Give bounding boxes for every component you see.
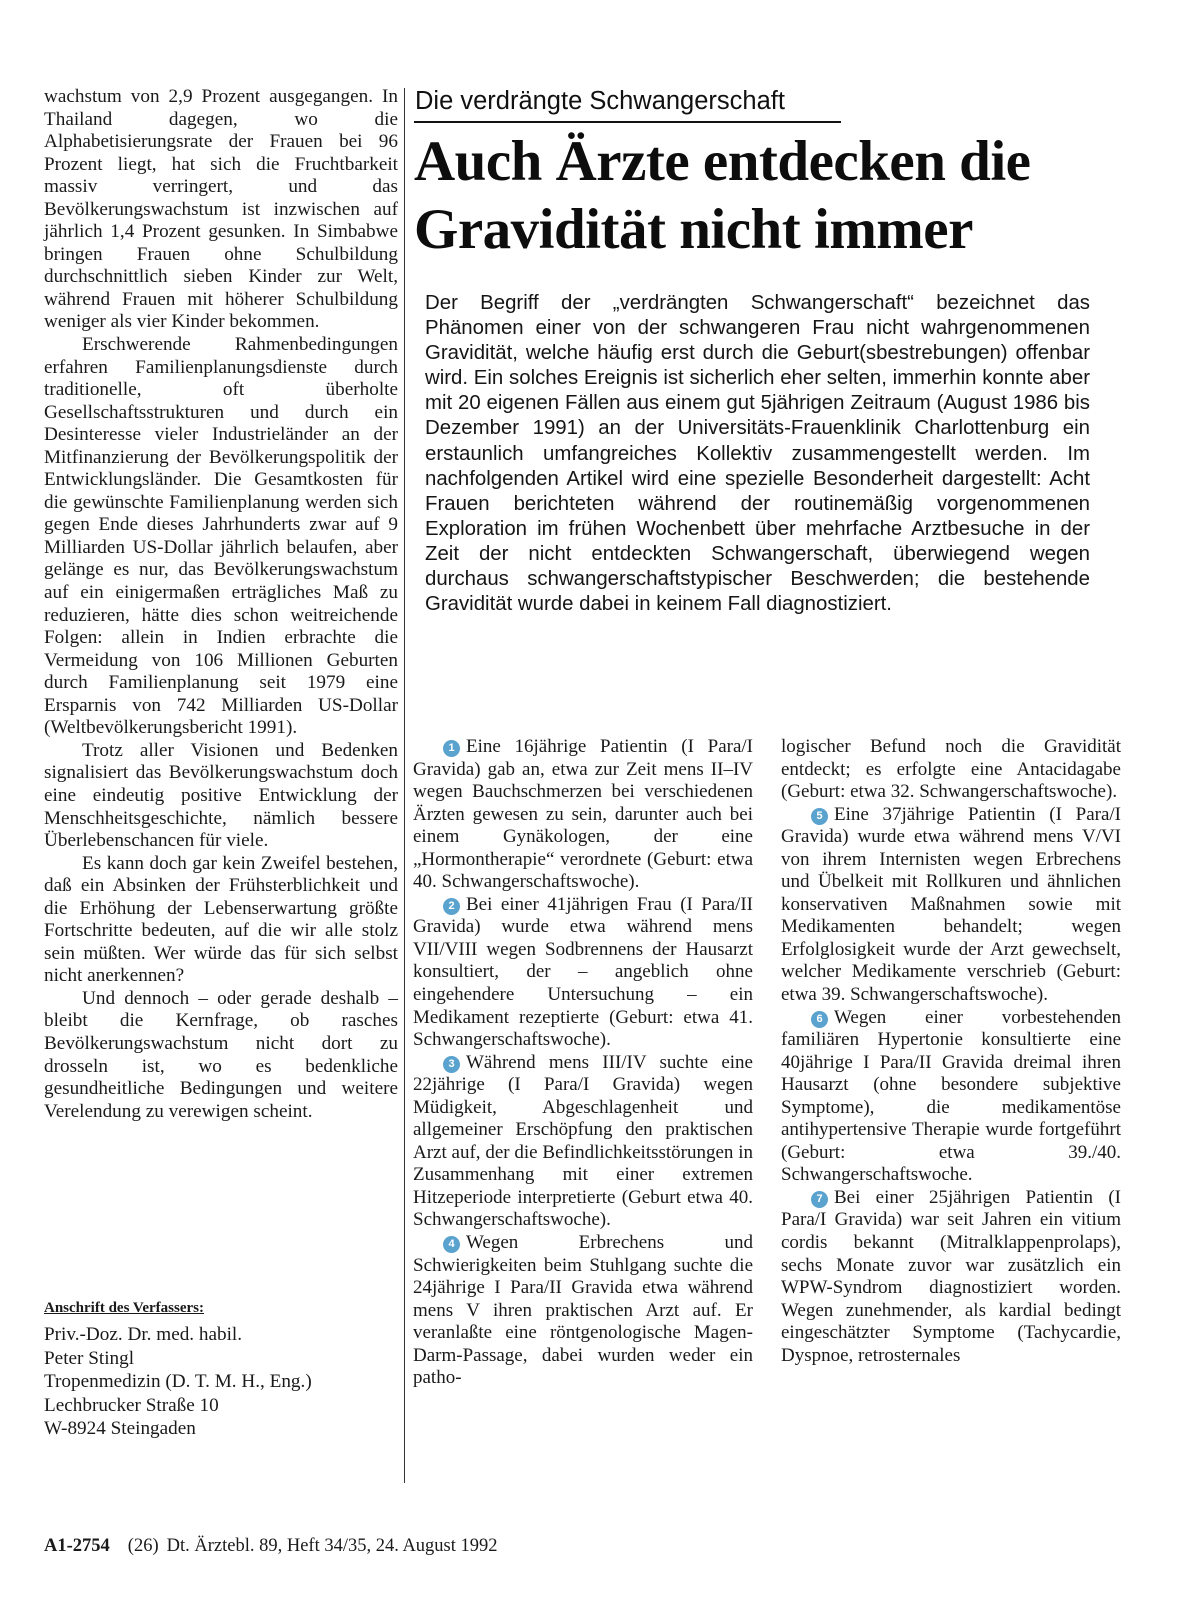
left-column bbox=[44, 86, 398, 1123]
journal-citation: Dt. Ärztebl. 89, Heft 34/35, 24. August 1992 bbox=[166, 1536, 498, 1556]
page-footer bbox=[44, 1534, 744, 1558]
left-paragraph-3: Trotz aller Visionen und Bedenken signalisiert das Bevölkerungswachstum doch eine eindeutig positive Entwicklung der Menschheitsgeschichte, nämlich bessere Überlebenschancen für viele. bbox=[44, 739, 398, 852]
case-paragraph bbox=[781, 804, 1121, 1007]
headline-line-1: Auch Ärzte entdecken die bbox=[414, 130, 1031, 193]
right-column bbox=[781, 736, 1121, 1367]
page-id: A1-2754 bbox=[44, 1536, 110, 1556]
left-paragraph-5: Und dennoch – oder gerade deshalb – bleibt die Kernfrage, ob rasches Bevölkerungswachstum nicht dort zu drosseln ist, wo es bedenkliche gesundheitliche Bedingungen und weitere Verelendung zu verewigen scheint. bbox=[44, 987, 398, 1122]
column-divider bbox=[404, 88, 405, 1483]
case-paragraph bbox=[413, 736, 753, 894]
article-kicker: Die verdrängte Schwangerschaft bbox=[415, 87, 785, 115]
case-text: Wegen Erbrechens und Schwierigkeiten beim Stuhlgang suchte die 24jährige I Para/II Gravida etwa während mens V ihren praktischen Arzt auf. Er veranlaßte eine röntgenologische Magen-Darm-Passage, dabei wurden weder ein patho- bbox=[413, 1232, 753, 1389]
kicker-underline bbox=[414, 121, 841, 123]
case-number-badge: 4 bbox=[443, 1236, 460, 1253]
case-number-badge: 3 bbox=[443, 1056, 460, 1073]
case-text: Wegen einer vorbestehenden familiären Hypertonie konsultierte eine 40jährige I Para/II Gravida dreimal ihren Hausarzt (ohne besondere subjektive Symptome), die medikamentöse antihypertensive Therapie wurde fortgeführt (Geburt: etwa 39./40. Schwangerschaftswoche. bbox=[781, 1006, 1121, 1186]
case-text: Während mens III/IV suchte eine 22jährige (I Para/I Gravida) wegen Müdigkeit, Abgeschlagenheit und allgemeiner Erschöpfung den praktischen Arzt auf, der die Befindlichkeitsstörungen in Zusammenhang mit einer extremen Hitzeperiode interpretierte (Geburt etwa 40. Schwangerschaftswoche). bbox=[413, 1051, 753, 1231]
address-title: Anschrift des Verfassers: bbox=[44, 1300, 204, 1316]
article-lead: Der Begriff der „verdrängten Schwangerschaft“ bezeichnet das Phänomen einer von der schwangeren Frau nicht wahrgenommenen Gravidität, welche häufig erst durch die Geburt(sbestrebungen) offenbar wird. Ein solches Ereignis ist sicherlich eher selten, immerhin konnte aber mit 20 eigenen Fällen aus einem gut 5jährigen Zeitraum (August 1986 bis Dezember 1991) an der Universitäts-Frauenklinik Charlottenburg ein erstaunlich umfangreiches Kollektiv zusammengestellt werden. Im nachfolgenden Artikel wird eine spezielle Besonderheit dargestellt: Acht Frauen berichteten während der routinemäßig vorgenommenen Exploration im frühen Wochenbett über mehrfache Arztbesuche in der Zeit der nicht entdeckten Schwangerschaft, überwiegend wegen durchaus schwangerschaftstypischer Beschwerden; die bestehende Gravidität wurde dabei in keinem Fall diagnostiziert. bbox=[425, 292, 1090, 616]
address-line: Peter Stingl bbox=[44, 1347, 135, 1369]
address-line: W-8924 Steingaden bbox=[44, 1418, 196, 1439]
case-number-badge: 2 bbox=[443, 898, 460, 915]
case-paragraph bbox=[781, 1187, 1121, 1367]
headline-line-2: Gravidität nicht immer bbox=[414, 198, 973, 261]
case-number-badge: 7 bbox=[811, 1191, 828, 1208]
case-paragraph bbox=[781, 1007, 1121, 1187]
case-number-badge: 6 bbox=[811, 1011, 828, 1028]
case-continuation: logischer Befund noch die Gravidität entdeckt; es erfolgte eine Antacidagabe (Geburt: etwa 32. Schwangerschaftswoche). bbox=[781, 736, 1121, 803]
case-paragraph bbox=[413, 894, 753, 1052]
left-paragraph-4: Es kann doch gar kein Zweifel bestehen, daß ein Absinken der Frühsterblichkeit und die Erhöhung der Lebenserwartung größte Fortschritte bedeuten, auf die wir alle stolz sein müßten. Wer würde das für sich selbst nicht anerkennen? bbox=[44, 852, 398, 987]
middle-column bbox=[413, 736, 753, 1390]
address-line: Priv.-Doz. Dr. med. habil. bbox=[44, 1324, 243, 1345]
article-headline bbox=[414, 128, 1114, 264]
case-paragraph bbox=[413, 1232, 753, 1390]
left-paragraph-2: Erschwerende Rahmenbedingungen erfahren Familienplanungsdienste durch traditionelle, oft überholte Gesellschaftsstrukturen und durch ein Desinteresse vieler Industrieländer an der Mitfinanzierung der Bevölkerungspolitik der Entwicklungsländer. Die Gesamtkosten für die gewünschte Familienplanung werden sich gegen Ende dieses Jahrhunderts zwar auf 9 Milliarden US-Dollar jährlich belaufen, aber gelänge es nur, das Bevölkerungswachstum auf ein einigermaßen erträgliches Maß zu reduzieren, hätte dies schon weitreichende Folgen: allein in Indien erbrachte die Vermeidung von 106 Millionen Geburten durch Familienplanung seit 1979 eine Ersparnis von 742 Milliarden US-Dollar (Weltbevölkerungsbericht 1991). bbox=[44, 334, 398, 739]
address-line: Tropenmedizin (D. T. M. H., Eng.) bbox=[44, 1371, 312, 1392]
case-text: Eine 37jährige Patientin (I Para/I Gravida) wurde etwa während mens V/VI von ihrem Internisten wegen Erbrechens und Übelkeit mit Rollkuren und ähnlichen konservativen Maßnahmen sowie mit Medikamenten behandelt; wegen Erfolglosigkeit wurde der Arzt gewechselt, welcher Medikamente verschrieb (Geburt: etwa 39. Schwangerschaftswoche). bbox=[781, 803, 1121, 1006]
issue-number: (26) bbox=[127, 1536, 159, 1556]
case-number-badge: 5 bbox=[811, 808, 828, 825]
case-number-badge: 1 bbox=[443, 740, 460, 757]
case-text: Bei einer 41jährigen Frau (I Para/II Gravida) wurde etwa während mens VII/VIII wegen Sodbrennens der Hausarzt konsultiert, der – angeblich ohne eingehendere Untersuchung – ein Medikament rezeptierte (Geburt: etwa 41. Schwangerschaftswoche). bbox=[413, 893, 753, 1051]
case-text: Eine 16jährige Patientin (I Para/I Gravida) gab an, etwa zur Zeit mens II–IV wegen Bauchschmerzen bei verschiedenen Ärzten gewesen zu sein, darunter auch bei einem Gynäkologen, der eine „Hormontherapie“ verordnete (Geburt: etwa 40. Schwangerschaftswoche). bbox=[413, 736, 753, 893]
case-paragraph bbox=[413, 1052, 753, 1232]
left-paragraph-1: wachstum von 2,9 Prozent ausgegangen. In Thailand dagegen, wo die Alphabetisierungsrate der Frauen bei 96 Prozent liegt, hat sich die Fruchtbarkeit massiv verringert, und das Bevölkerungswachstum ist inzwischen auf jährlich 1,4 Prozent gesunken. In Simbabwe bringen Frauen ohne Schulbildung durchschnittlich sieben Kinder zur Welt, während Frauen mit höherer Schulbildung weniger als vier Kinder bekommen. bbox=[44, 86, 398, 333]
case-text: Bei einer 25jährigen Patientin (I Para/I Gravida) war seit Jahren ein vitium cordis bekannt (Mitralklappenprolaps), sechs Monate zuvor war zusätzlich ein WPW-Syndrom diagnostiziert worden. Wegen zunehmender, als kardial bedingt eingeschätzter Symptome (Tachycardie, Dyspnoe, retrosternales bbox=[781, 1186, 1121, 1366]
address-line: Lechbrucker Straße 10 bbox=[44, 1394, 219, 1416]
author-address bbox=[44, 1298, 398, 1441]
